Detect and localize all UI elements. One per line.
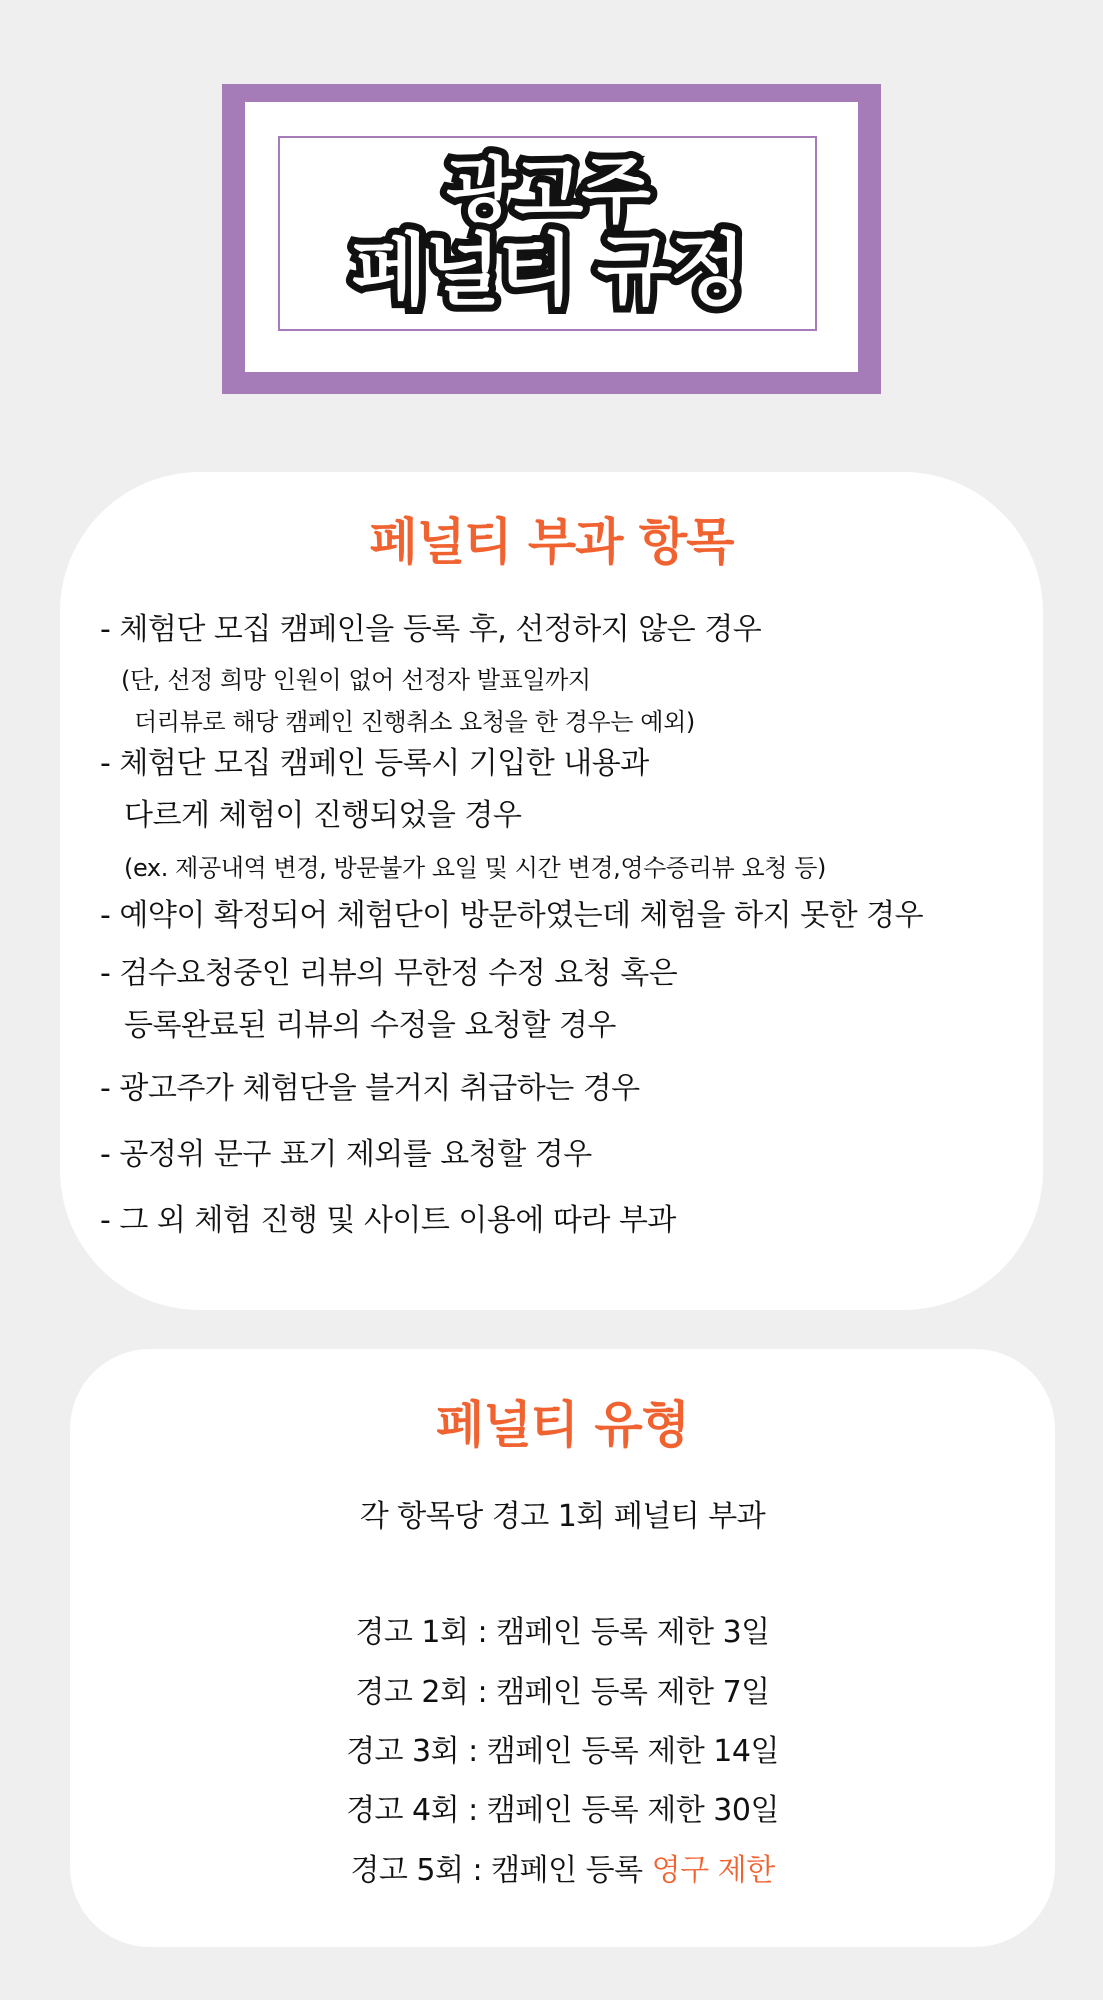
list-item-continuation: 등록완료된 리뷰의 수정을 요청할 경우	[124, 1008, 616, 1043]
title-line-2: 페널티 규정	[351, 226, 744, 317]
warning-label: 경고 5회 : 캠페인 등록	[350, 1853, 652, 1888]
warning-label: 경고 4회 : 캠페인 등록 제한 30일	[346, 1793, 779, 1828]
title-banner-inner	[245, 102, 858, 372]
list-item: - 검수요청중인 리뷰의 무한정 수정 요청 혹은	[100, 956, 678, 991]
list-item: - 예약이 확정되어 체험단이 방문하였는데 체험을 하지 못한 경우	[100, 898, 924, 933]
title-banner	[222, 84, 881, 394]
warning-label: 경고 3회 : 캠페인 등록 제한 14일	[346, 1734, 779, 1769]
list-item: - 공정위 문구 표기 제외를 요청할 경우	[100, 1137, 592, 1172]
penalty-items-card	[60, 472, 1043, 1310]
title-box	[278, 136, 817, 331]
list-item-note: (ex. 제공내역 변경, 방문불가 요일 및 시간 변경,영수증리뷰 요청 등)	[124, 854, 827, 882]
warning-permanent-restriction: 영구 제한	[651, 1853, 775, 1888]
list-item: - 체험단 모집 캠페인을 등록 후, 선정하지 않은 경우	[100, 612, 762, 647]
warning-row	[70, 1845, 1055, 1889]
warning-row	[70, 1607, 1055, 1651]
warning-row	[70, 1726, 1055, 1770]
penalty-intro: 각 항목당 경고 1회 페널티 부과	[359, 1499, 766, 1534]
warning-row	[70, 1785, 1055, 1829]
list-item: - 그 외 체험 진행 및 사이트 이용에 따라 부과	[100, 1203, 676, 1238]
penalty-types-heading: 페널티 유형	[436, 1396, 689, 1454]
warning-label: 경고 1회 : 캠페인 등록 제한 3일	[355, 1615, 770, 1650]
penalty-items-heading: 페널티 부과 항목	[369, 513, 734, 571]
list-item: - 광고주가 체험단을 블거지 취급하는 경우	[100, 1071, 640, 1106]
title-line-1: 광고주	[446, 148, 649, 233]
list-item-note: 더리뷰로 해당 캠페인 진행취소 요청을 한 경우는 예외)	[134, 708, 695, 736]
list-item: - 체험단 모집 캠페인 등록시 기입한 내용과	[100, 746, 649, 781]
list-item-continuation: 다르게 체험이 진행되었을 경우	[124, 798, 522, 833]
list-item-note: (단, 선정 희망 인원이 없어 선정자 발표일까지	[121, 666, 591, 694]
warning-label: 경고 2회 : 캠페인 등록 제한 7일	[355, 1675, 770, 1710]
penalty-types-card	[70, 1349, 1055, 1947]
warning-row	[70, 1667, 1055, 1711]
